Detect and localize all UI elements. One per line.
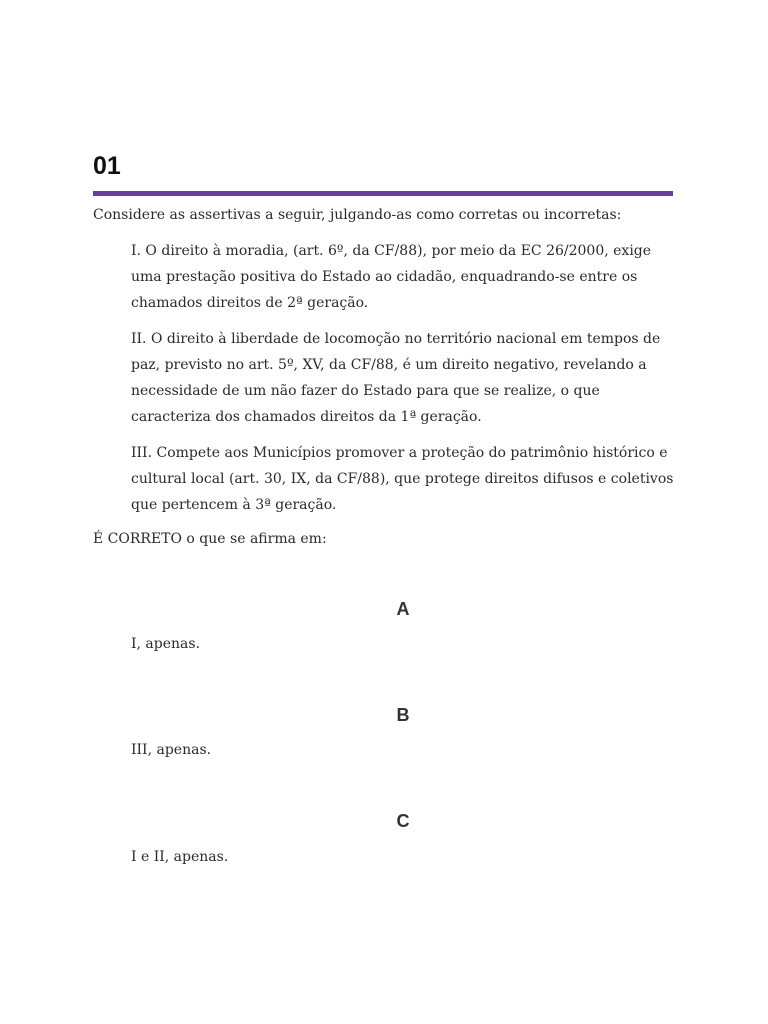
option-b-text[interactable]: III, apenas. (131, 742, 212, 758)
question-prompt: É CORRETO o que se afirma em: (93, 531, 327, 547)
question-divider (93, 191, 673, 196)
option-c-text[interactable]: I e II, apenas. (131, 849, 229, 865)
assertion-list (131, 238, 676, 528)
assertion-iii: III. Compete aos Municípios promover a proteção do patrimônio histórico e cultural local (art. 30, IX, da CF/88), que protege direitos difusos e coletivos que pertencem à 3ª geração. (131, 445, 674, 513)
option-c-letter: C (396, 811, 410, 831)
question-statement: Considere as assertivas a seguir, julgando-as como corretas ou incorretas: (93, 207, 622, 223)
question-number: 01 (93, 152, 121, 180)
option-a-letter: A (396, 599, 410, 619)
assertion-i: I. O direito à moradia, (art. 6º, da CF/88), por meio da EC 26/2000, exige uma prestação positiva do Estado ao cidadão, enquadrando-se entre os chamados direitos de 2ª geração. (131, 243, 652, 311)
assertion-ii: II. O direito à liberdade de locomoção no território nacional em tempos de paz, previsto no art. 5º, XV, da CF/88, é um direito negativo, revelando a necessidade de um não fazer do Estado para que se realize, o que caracteriza dos chamados direitos da 1ª geração. (131, 331, 661, 425)
option-b-letter: B (396, 705, 410, 725)
option-a-text[interactable]: I, apenas. (131, 636, 201, 652)
